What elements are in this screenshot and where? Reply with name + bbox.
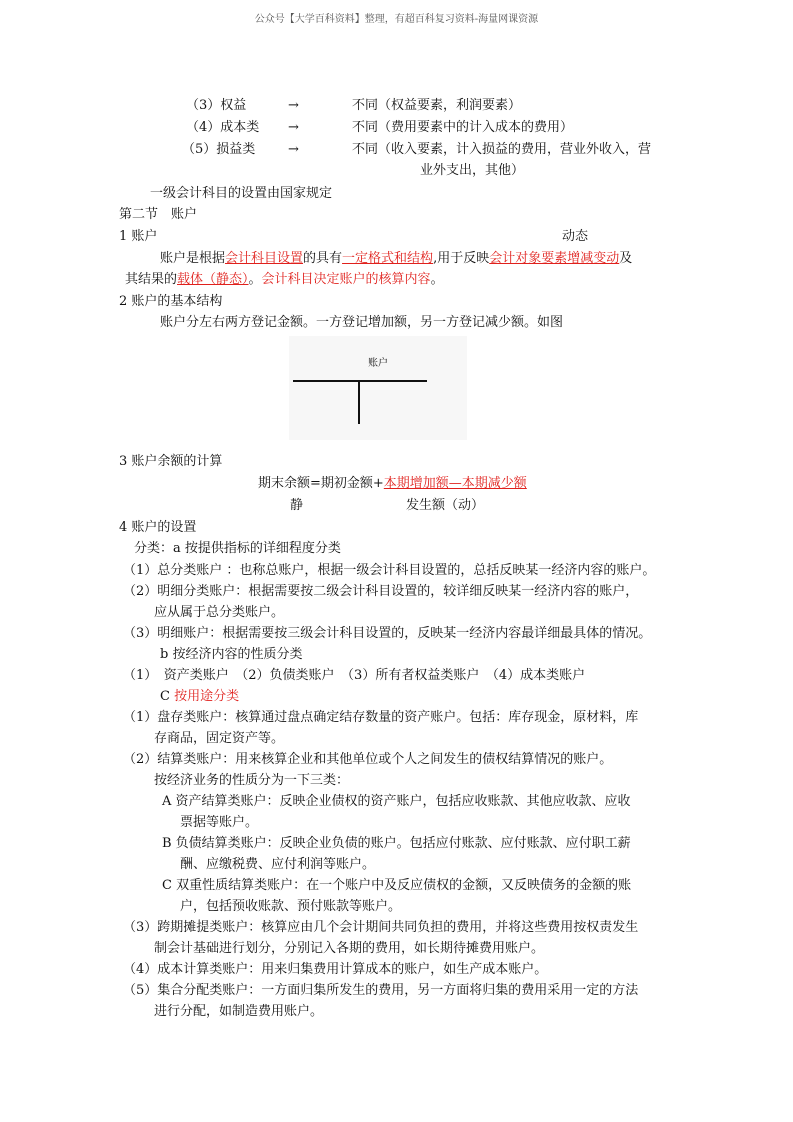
highlight-span: 会计对象要素增减变动: [489, 251, 620, 266]
s1-paragraph-line2: [125, 270, 444, 290]
s4-a2: （2）明细分类账户：根据需要按二级会计科目设置的，较详细反映某一经济内容的账户，: [123, 584, 639, 599]
s1-paragraph-line1: [160, 249, 632, 269]
s4-a-heading: 分类：a 按提供指标的详细程度分类: [134, 541, 341, 556]
formula-occurrence: 本期增加额—本期减少额: [383, 476, 527, 491]
class-5-label: （5）损益类: [182, 142, 256, 157]
s4-c1: （1）盘存类账户：核算通过盘点确定结存数量的资产账户。包括：库存现金，原材料，库: [123, 710, 639, 725]
highlight-span: 载体（静态）: [177, 272, 249, 287]
text-span: 。: [248, 272, 262, 287]
text-span: 及: [619, 251, 633, 266]
arrow-icon: →: [288, 120, 299, 135]
text-span: 。: [430, 272, 444, 287]
class-3-desc: 不同（权益要素，利润要素）: [352, 98, 522, 113]
t-account-diagram: [289, 336, 467, 440]
class-4-desc: 不同（费用要素中的计入成本的费用）: [352, 120, 574, 135]
highlight-span: 会计科目决定账户的核算内容: [261, 272, 431, 287]
text-span: ,用于反映: [433, 251, 490, 266]
s4-c5: （5）集合分配类账户：一方面归集所发生的费用，另一方面将归集的费用采用一定的方法: [123, 983, 639, 998]
s4-a3: （3）明细账户：根据需要按三级会计科目设置的，反映某一经济内容最详细最具体的情况。: [123, 626, 652, 641]
s4-c2b-cont: 酬、应缴税费、应付利润等账户。: [180, 857, 376, 872]
s4-c2: （2）结算类账户：用来核算企业和其他单位或个人之间发生的债权结算情况的账户。: [123, 752, 613, 767]
s4-a2-cont: 应从属于总分类账户。: [154, 605, 285, 620]
arrow-icon: →: [288, 142, 299, 157]
c-letter: C: [160, 689, 170, 704]
class-5-desc-cont: 业外支出，其他）: [420, 163, 525, 178]
s4-c2a-cont: 票据等账户。: [180, 815, 259, 830]
s4-c3-cont: 制会计基础进行划分，分别记入各期的费用，如长期待摊费用账户。: [154, 941, 545, 956]
s1-dynamic-label: 动态: [562, 229, 589, 244]
text-span: 其结果的: [125, 272, 178, 287]
balance-formula: [258, 474, 527, 494]
s4-b-items: （1） 资产类账户 （2）负债类账户 （3）所有者权益类账户 （4）成本类账户: [123, 668, 586, 683]
arrow-icon: →: [288, 98, 299, 113]
s1-title: 1 账户: [119, 229, 158, 244]
section-title: 第二节 账户: [119, 207, 198, 222]
t-account-horizontal-line: [293, 380, 427, 382]
occurrence-label: 发生额（动）: [406, 498, 485, 513]
s2-text: 账户分左右两方登记金额。一方登记增加额，另一方登记减少额。如图: [160, 315, 564, 330]
c-heading: 按用途分类: [174, 689, 240, 704]
s4-c4: （4）成本计算类账户：用来归集费用计算成本的账户，如生产成本账户。: [123, 962, 548, 977]
formula-left: 期末余额=期初金额+: [258, 476, 384, 491]
s2-title: 2 账户的基本结构: [119, 294, 223, 309]
page-header: 公众号【大学百科资料】整理，有超百科复习资料-海量网课资源: [254, 14, 539, 25]
s4-c1-cont: 存商品，固定资产等。: [154, 731, 285, 746]
s4-a1: （1）总分类账户 ：也称总账户，根据一级会计科目设置的，总括反映某一经济内容的账户。: [123, 563, 656, 578]
text-span: 账户是根据: [160, 251, 226, 266]
s4-c2b: B 负债结算类账户：反映企业负债的账户。包括应付账款、应付账款、应付职工薪: [162, 836, 631, 851]
s4-c5-cont: 进行分配，如制造费用账户。: [154, 1004, 324, 1019]
first-level-note: 一级会计科目的设置由国家规定: [150, 186, 333, 201]
s4-c2c-cont: 户，包括预收账款、预付账款等账户。: [180, 899, 402, 914]
t-account-vertical-line: [358, 382, 360, 424]
static-label: 静: [290, 498, 304, 513]
highlight-span: 会计科目设置: [225, 251, 304, 266]
t-account-label: 账户: [368, 358, 388, 369]
class-5-desc: 不同（收入要素，计入损益的费用，营业外收入，营: [352, 142, 652, 157]
class-3-label: （3）权益: [186, 98, 247, 113]
s4-c2-sub: 按经济业务的性质分为一下三类：: [154, 773, 350, 788]
s4-c3: （3）跨期摊提类账户：核算应由几个会计期间共同负担的费用，并将这些费用按权责发生: [123, 920, 639, 935]
s4-b-heading: b 按经济内容的性质分类: [160, 647, 303, 662]
class-4-label: （4）成本类: [186, 120, 260, 135]
text-span: 的具有: [303, 251, 343, 266]
s3-title: 3 账户余额的计算: [119, 454, 223, 469]
s4-c2c: C 双重性质结算类账户：在一个账户中及反应债权的金额，又反映债务的金额的账: [162, 878, 632, 893]
s4-title: 4 账户的设置: [119, 520, 197, 535]
highlight-span: 一定格式和结构: [342, 251, 434, 266]
s4-c-heading-row: [160, 687, 239, 707]
s4-c2a: A 资产结算类账户：反映企业债权的资产账户，包括应收账款、其他应收款、应收: [162, 794, 631, 809]
